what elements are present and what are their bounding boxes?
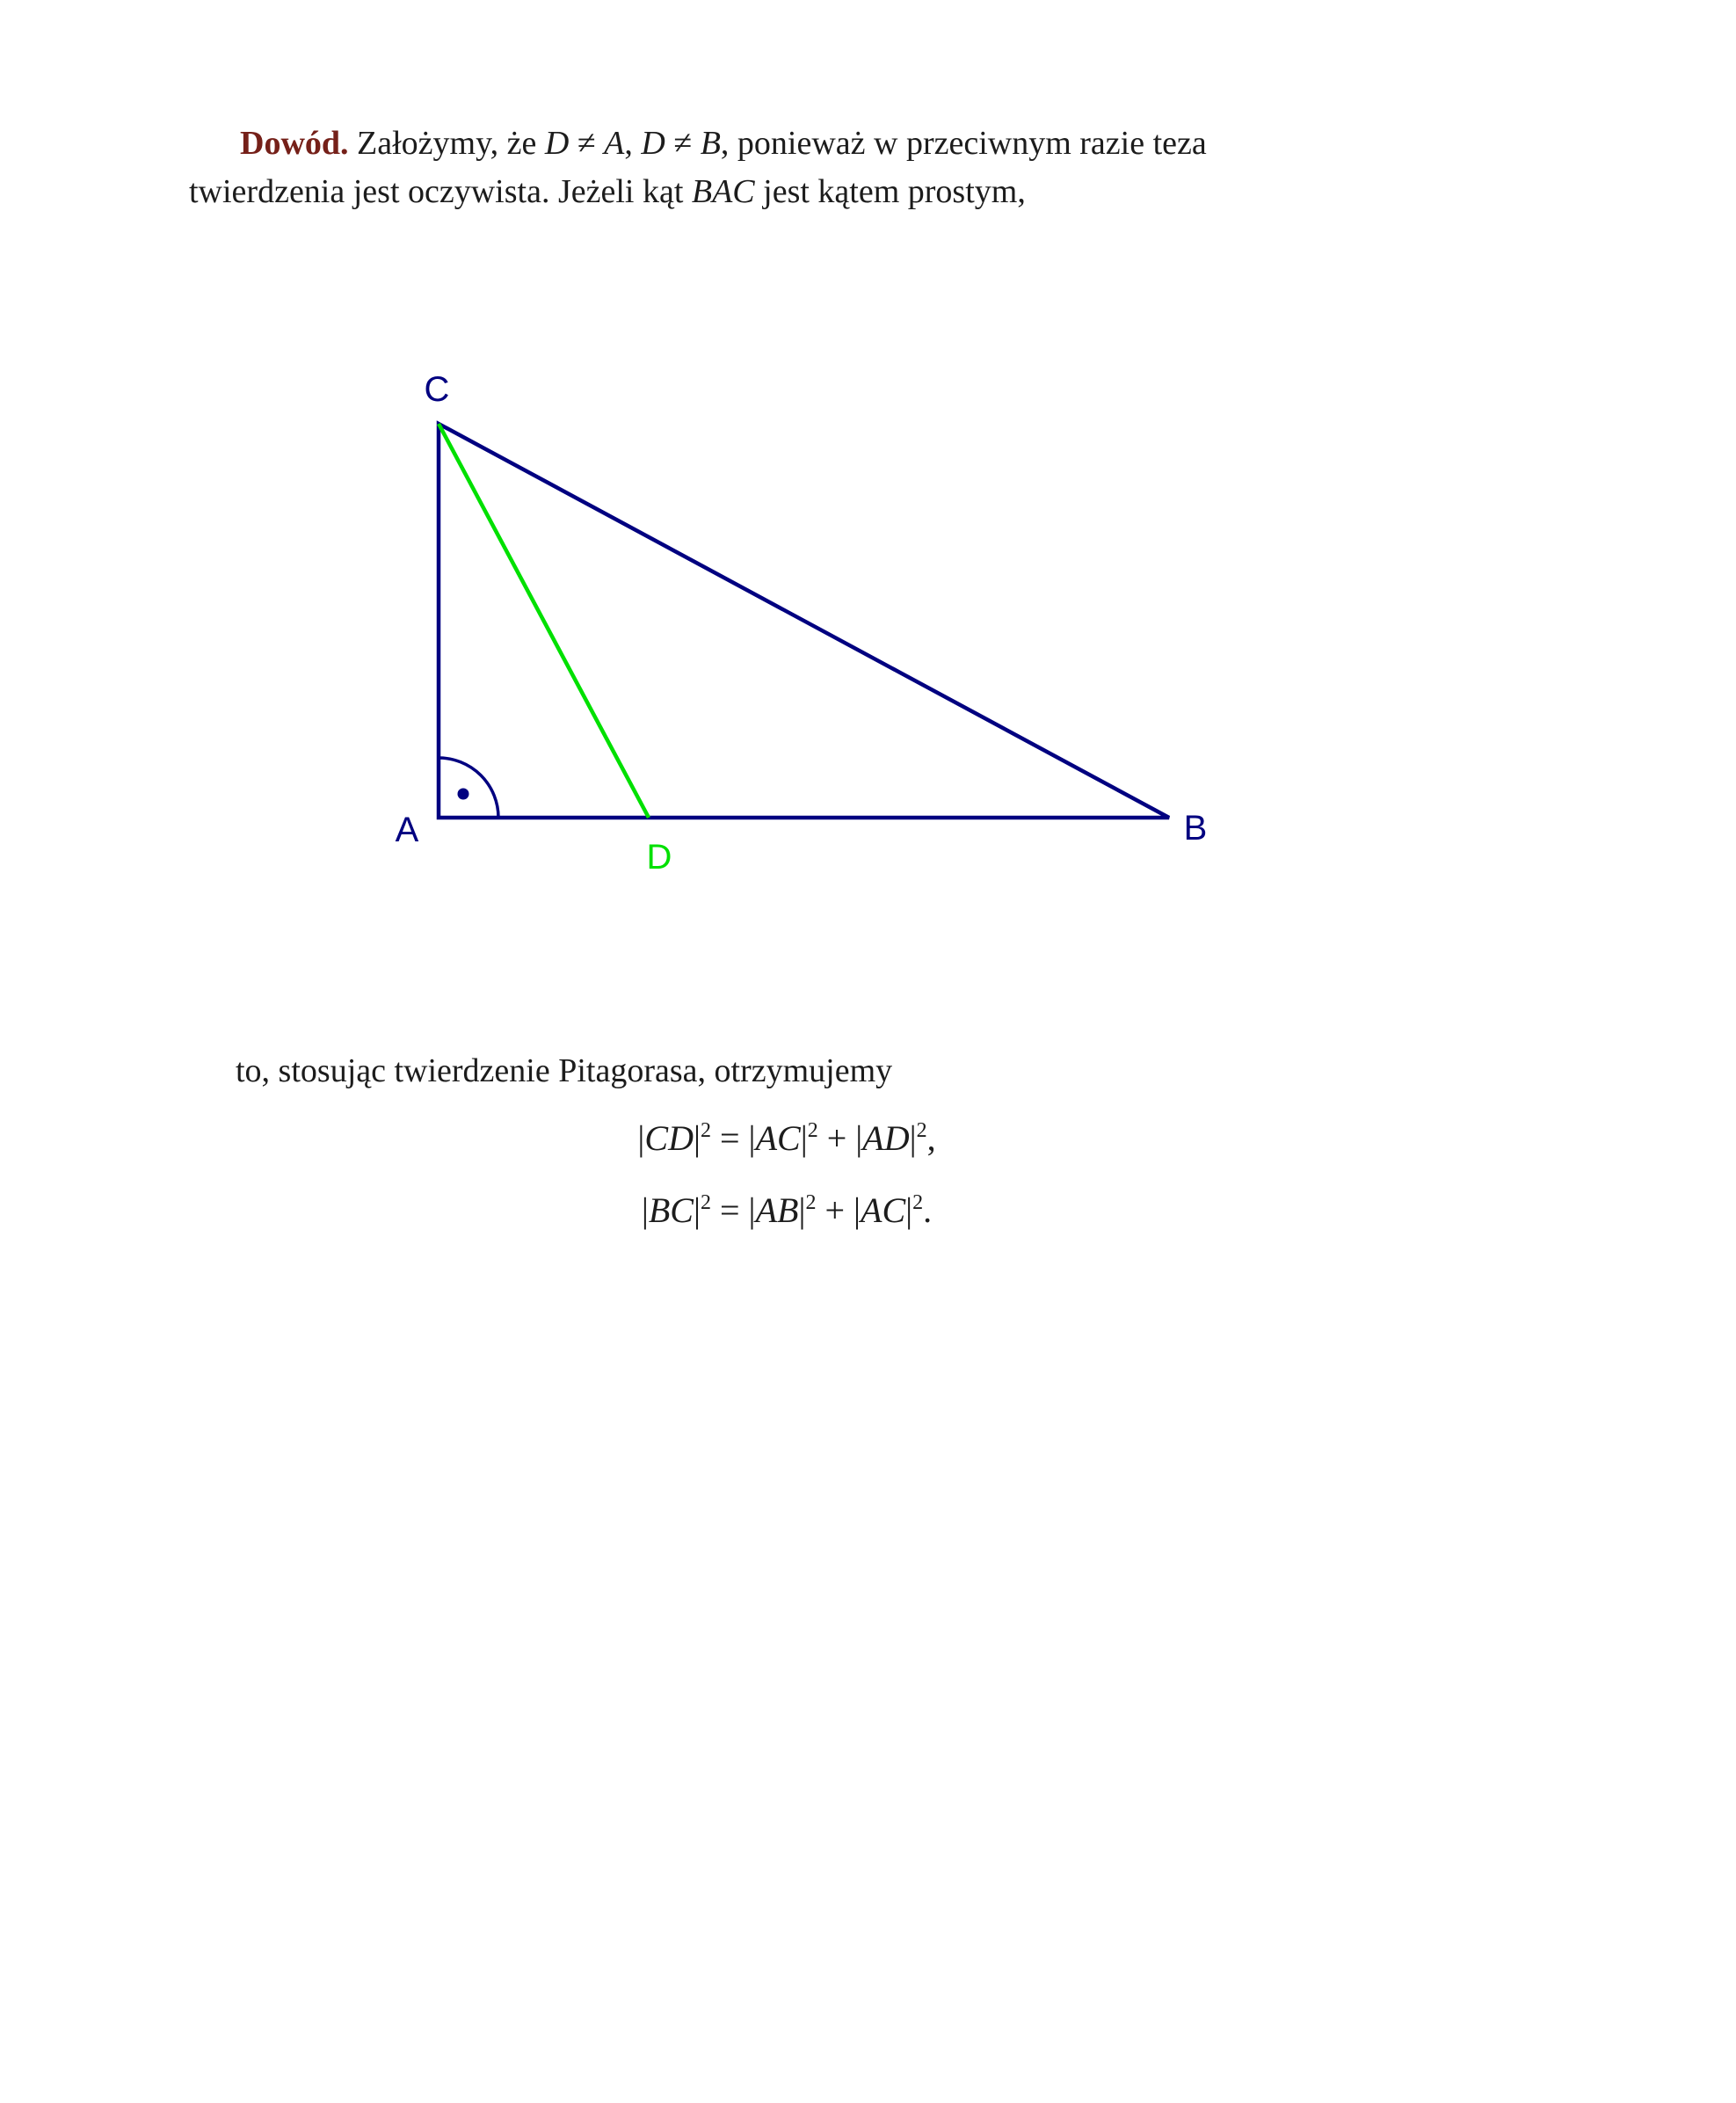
text-segment: AB [755, 1190, 799, 1230]
equation-bc [189, 1190, 1384, 1231]
text-segment: 2 [916, 1119, 927, 1143]
text-segment: BAC [691, 173, 755, 210]
segment-cd [439, 424, 649, 818]
text-segment: . [923, 1190, 933, 1230]
text-segment: 2 [805, 1191, 817, 1215]
text-segment: B [700, 125, 721, 162]
right-angle-dot [458, 789, 469, 800]
text-segment: | [909, 1118, 917, 1158]
text-segment: | [748, 1118, 756, 1158]
text-segment: , [926, 1118, 936, 1158]
text-segment: = [710, 1190, 749, 1230]
vertex-label-b: B [1183, 809, 1208, 848]
text-segment: | [905, 1190, 913, 1230]
text-segment: 2 [912, 1191, 924, 1215]
text-segment: + [817, 1118, 856, 1158]
text-segment: Dowód. [240, 125, 358, 162]
text-segment: D [641, 125, 665, 162]
text-segment: | [693, 1190, 701, 1230]
triangle-abc [439, 424, 1169, 818]
text-segment: twierdzenia jest oczywista. Jeżeli kąt [189, 173, 692, 210]
pitagoras-intro-text: to, stosując twierdzenie Pitagorasa, otrzymujemy [236, 1052, 893, 1089]
text-segment: | [641, 1190, 649, 1230]
right-angle-arc [439, 758, 498, 818]
text-segment: AC [755, 1118, 801, 1158]
text-segment: D [544, 125, 570, 162]
text-segment: | [800, 1118, 808, 1158]
text-segment: 2 [807, 1119, 818, 1143]
vertex-label-c: C [424, 370, 450, 409]
text-segment: CD [644, 1118, 694, 1158]
text-segment: 2 [700, 1191, 711, 1215]
text-segment: AC [861, 1190, 906, 1230]
text-segment: , ponieważ w przeciwnym razie teza [720, 125, 1207, 162]
text-segment: A [604, 125, 625, 162]
text-segment: | [693, 1118, 701, 1158]
text-segment: | [798, 1190, 806, 1230]
text-segment: + [816, 1190, 854, 1230]
text-segment: = [710, 1118, 749, 1158]
text-segment: ≠ [665, 125, 701, 162]
text-segment: Założymy, że [357, 125, 545, 162]
vertex-label-d: D [646, 838, 672, 877]
text-segment: jest kątem prostym, [754, 173, 1026, 210]
text-segment: | [853, 1190, 861, 1230]
text-segment: AD [862, 1118, 910, 1158]
text-segment: | [855, 1118, 863, 1158]
text-segment: , [624, 125, 642, 162]
text-segment: BC [648, 1190, 694, 1230]
text-segment: | [748, 1190, 756, 1230]
vertex-label-a: A [395, 811, 419, 849]
text-segment: ≠ [569, 125, 605, 162]
text-segment: 2 [700, 1119, 711, 1143]
text-segment: | [637, 1118, 645, 1158]
equation-cd [189, 1118, 1384, 1159]
